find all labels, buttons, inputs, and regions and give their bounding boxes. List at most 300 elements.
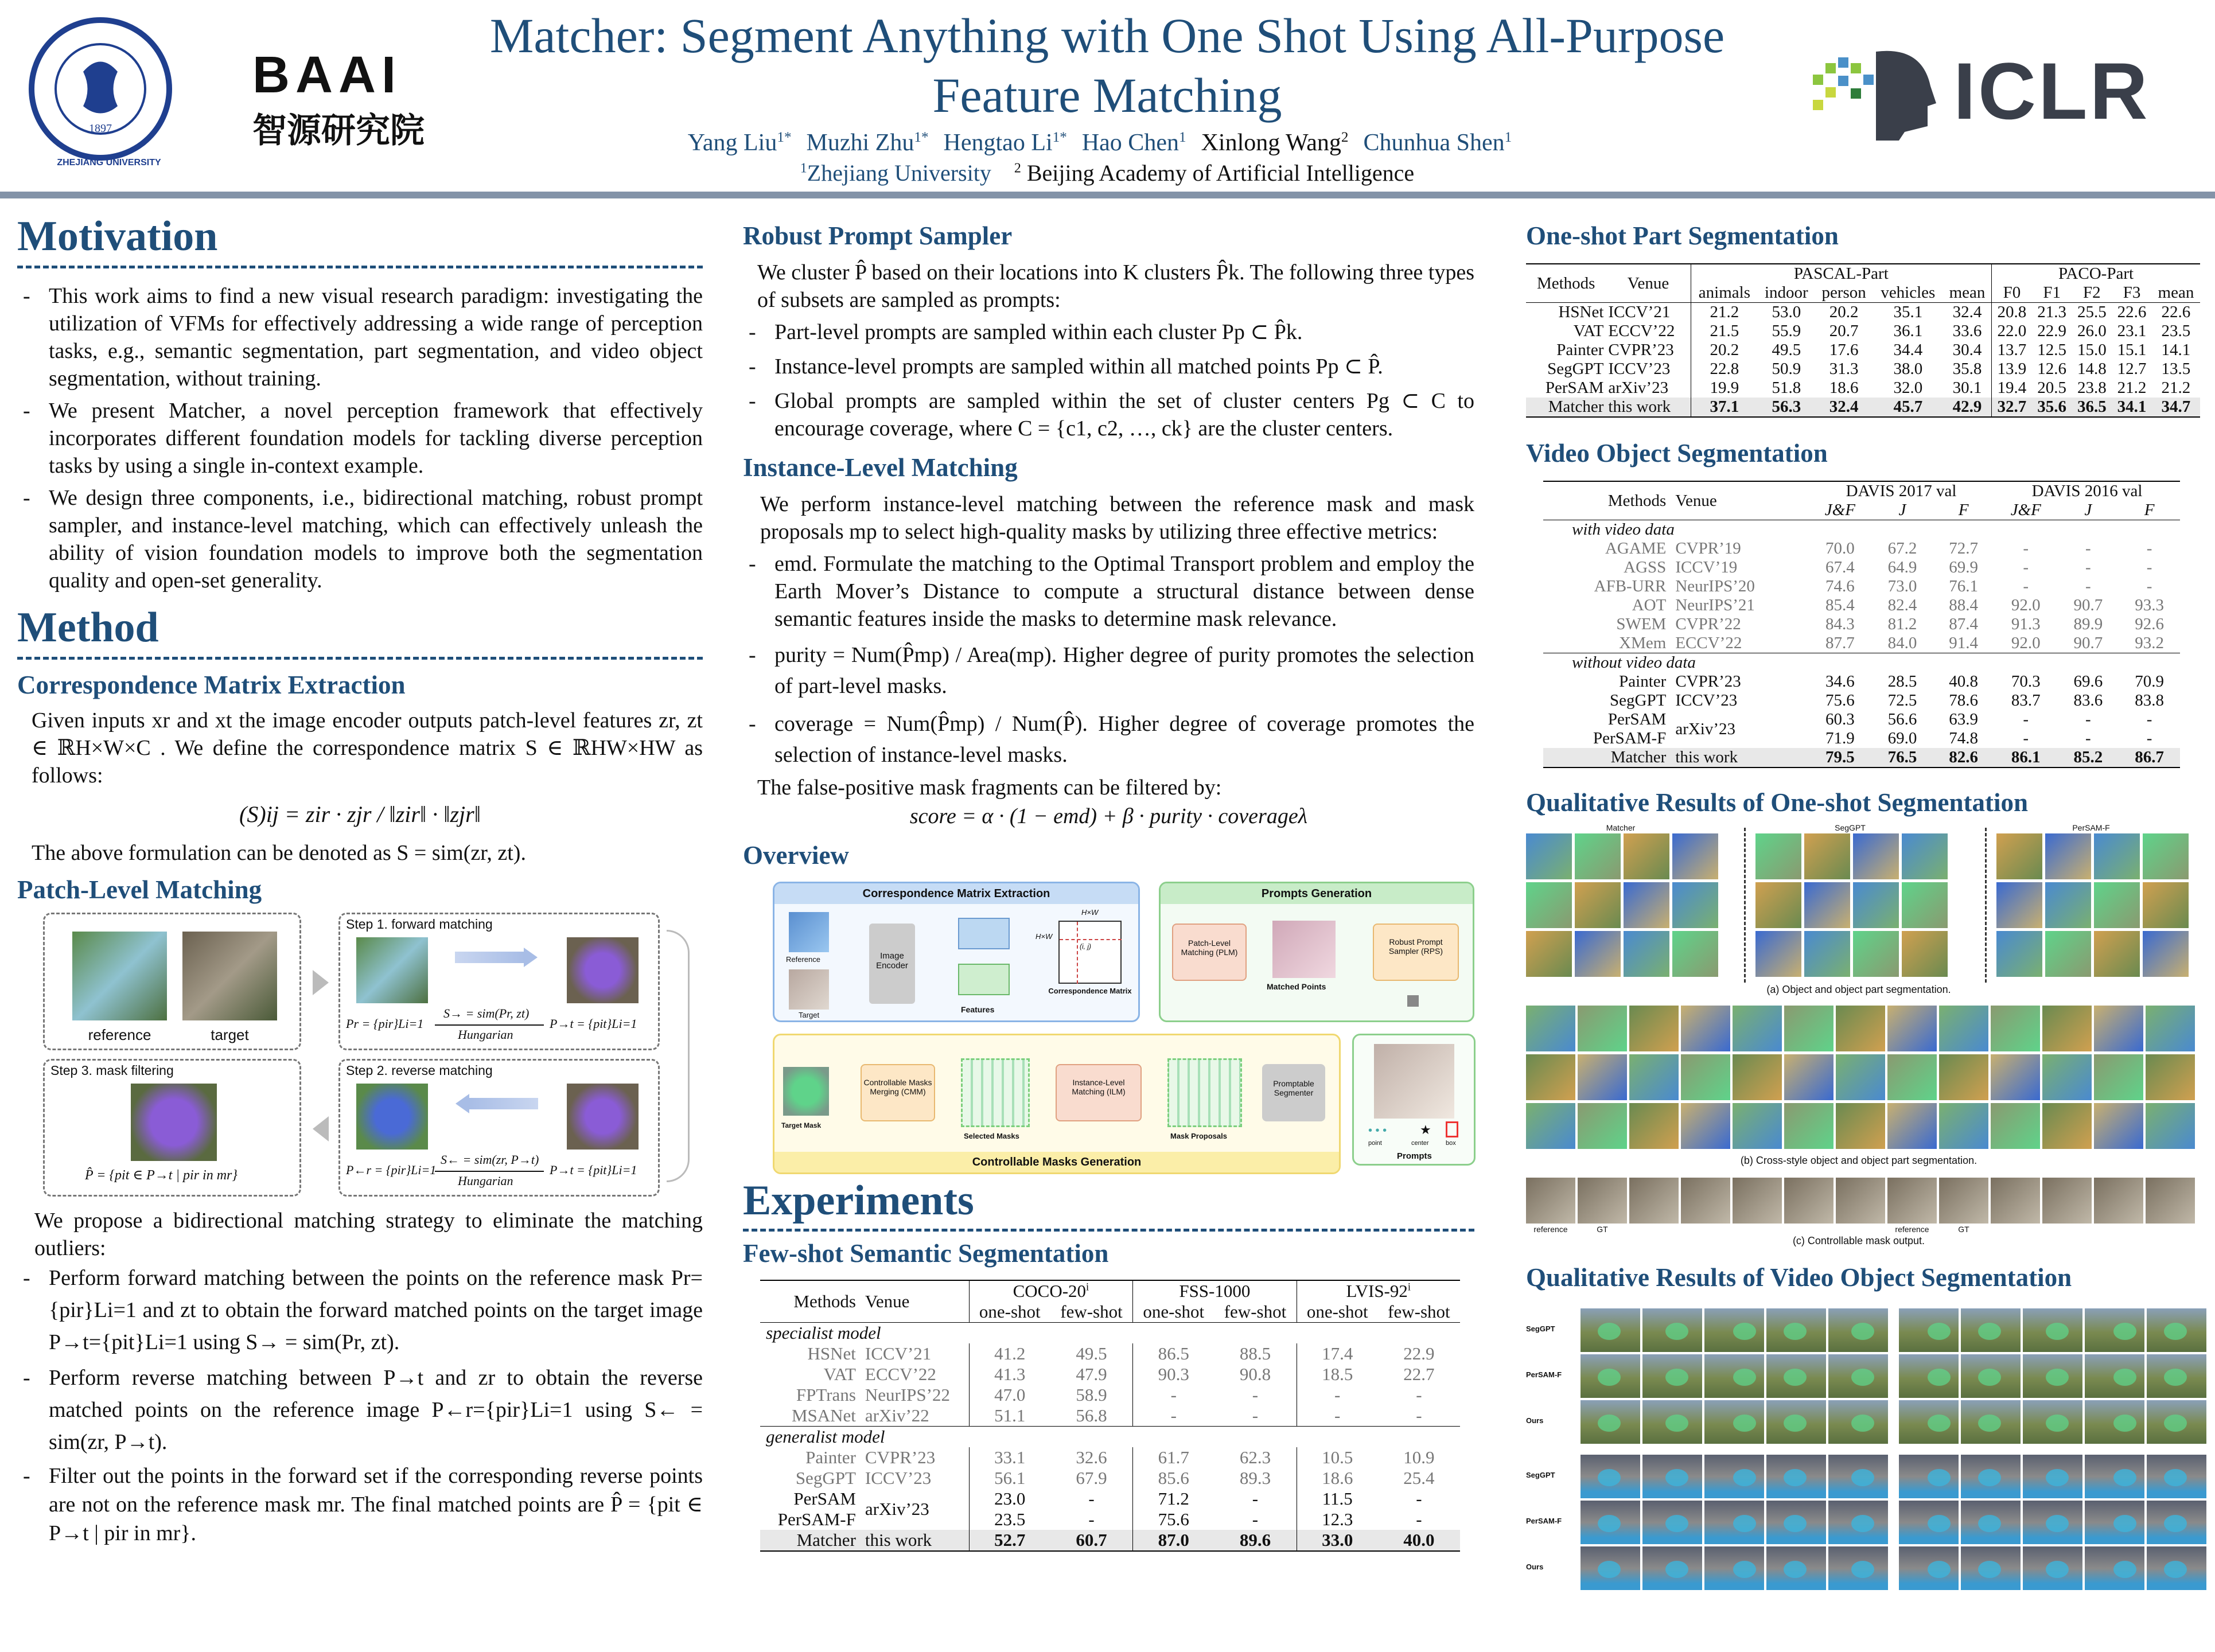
caption-a: (a) Object and object part segmentation. [1766,984,1951,995]
row-label: Ours [1526,1416,1544,1425]
table-row [1543,596,2180,615]
point-label: point [1368,1140,1382,1147]
mask-overlay [1784,1469,1807,1486]
table-cell: 76.5 [1887,748,1917,766]
table-cell: - [1416,1489,1422,1509]
prompts-image [1374,1044,1454,1119]
table-cell: 22.6 [2161,303,2191,321]
table-cell: 21.2 [2161,379,2191,397]
matrix-line-icon [1077,922,1078,984]
table-cell: Painter [1619,672,1667,691]
table-cell: 18.6 [1829,379,1859,397]
table-cell: Matcher [796,1530,856,1550]
table-cell: arXiv’23 [1675,719,1736,738]
step1-ref-image [356,937,428,1003]
result-image [1575,882,1621,928]
table-cell: - [2085,539,2091,558]
table-cell: - [1252,1385,1259,1405]
step1-target-image [567,937,639,1003]
table-cell: without video data [1572,653,1696,672]
box-icon [1446,1121,1458,1137]
table-cell: 22.6 [2117,303,2147,321]
mask-overlay [1978,1415,2001,1432]
ilm-block: Instance-Level Matching (ILM) [1056,1064,1142,1121]
gt-label: GT [1958,1225,1969,1234]
mask-overlay [2164,1561,2187,1578]
result-image [1996,931,2042,977]
column-header: mean [2158,283,2194,302]
table-cell: 88.4 [1949,596,1979,614]
header-lvis: LVIS-92$^i$ [1297,1280,1460,1302]
table-cell: 90.3 [1133,1364,1214,1385]
table-cell: NeurIPS’21 [1675,596,1755,614]
step2-ref-image [356,1084,428,1150]
table-cell: 49.5 [1076,1343,1107,1363]
table-cell: 91.3 [2011,615,2041,633]
overview-target-image [789,969,829,1010]
table-row [1526,398,2200,417]
table-cell: 34.4 [1893,341,1923,359]
cme-panel [773,882,1140,1022]
table-cell: 21.2 [2117,379,2147,397]
target-label: target [211,1026,249,1043]
plm-item: - Perform reverse matching between P→t and zr to obtain the reverse matched points on the reference image P←r={pir}Li=1 using S← = sim(zr, P→t). [17,1362,703,1458]
table-cell: ICCV’21 [865,1343,932,1363]
table-cell: 41.3 [969,1364,1050,1385]
table-cell: 47.0 [969,1385,1050,1405]
table-cell: 71.9 [1825,729,1855,747]
table-cell: 60.3 [1825,710,1855,728]
table-row [1526,379,2200,398]
header-few-shot: few-shot [1060,1302,1123,1322]
result-image [1629,1103,1679,1149]
result-image [1996,882,2042,928]
table-cell: - [1133,1405,1214,1427]
feature-block-icon [958,964,1010,995]
mask-overlay [1851,1415,1874,1432]
score-formula: score = α · (1 − emd) + β · purity · coverageλ [909,804,1308,828]
table-cell: 72.5 [1887,691,1917,710]
mask-overlay [2113,1515,2136,1532]
table-cell: - [2085,577,2091,595]
result-image [2042,1006,2092,1051]
column-header: F [2144,501,2155,519]
table-cell: 92.6 [2135,615,2164,633]
result-image [1784,1178,1833,1224]
table-cell: PerSAM [1545,379,1604,397]
matched-points-image [1272,921,1336,978]
table-cell: 72.7 [1949,539,1979,558]
selected-masks-stack [961,1058,1030,1127]
header-one-shot: one-shot [1133,1302,1214,1323]
result-image [2045,833,2091,879]
column-header: F3 [2123,283,2141,302]
mask-overlay [2046,1469,2069,1486]
result-image [1939,1103,1988,1149]
motivation-title: Motivation [17,213,218,260]
prompts-panel [1352,1034,1476,1166]
hungarian-arrow-icon [435,1024,544,1026]
table-cell: 12.6 [2037,360,2067,378]
table-cell: AGAME [1605,539,1667,558]
result-image [2146,1006,2195,1051]
header-venue: Venue [1627,274,1669,293]
table-cell: with video data [1572,520,1675,539]
result-image [1629,1054,1679,1100]
step2-target-image [567,1084,639,1150]
rps-block: Robust Prompt Sampler (RPS) [1373,924,1459,981]
row-label: PerSAM-F [1526,1517,1562,1525]
table-cell: VAT [823,1364,856,1384]
table-cell: 89.6 [1239,1530,1271,1550]
row-label: PerSAM-F [1526,1370,1562,1379]
table-cell: - [2146,539,2152,558]
feature-block-icon [958,918,1010,949]
table-cell: ECCV’22 [865,1364,936,1384]
result-image [1733,1006,1782,1051]
mask-overlay [1665,1515,1688,1532]
mask-overlay [2046,1369,2069,1386]
table-cell: PerSAM [1607,710,1667,728]
mask-overlay [1598,1469,1621,1486]
table-cell: PerSAM-F [1593,729,1667,747]
mask-overlay [1851,1561,1874,1578]
column-header: animals [1691,283,1758,303]
table-cell: SWEM [1616,615,1667,633]
result-image [1939,1006,1988,1051]
table-cell: 89.3 [1239,1468,1271,1488]
step3-image [131,1084,217,1161]
result-image [1902,931,1948,977]
header-few-shot: few-shot [1224,1302,1287,1322]
table-row [1543,691,2180,710]
table-row [1543,653,2180,673]
table-cell: - [2023,729,2029,747]
arrow-right-icon [313,970,329,995]
table-cell: - [2085,710,2091,728]
result-image [2143,882,2189,928]
table-cell: FPTrans [796,1385,856,1405]
motivation-item: - We present Matcher, a novel perception framework that effectively incorporates different foundation models for tackling diverse perception tasks by using a single in-context example. [17,397,703,480]
result-image [1887,1178,1937,1224]
ilm-item: - purity = Num(P̂mp) / Area(mp). Higher degree of purity promotes the selection of part-level masks. [743,640,1474,702]
table-cell: XMem [1619,634,1667,652]
table-row [1526,360,2200,379]
table-cell: Painter [1556,341,1604,359]
table-cell: 93.3 [2135,596,2164,614]
table-cell: 19.4 [1992,379,2032,398]
mask-overlay [1598,1323,1621,1340]
table-cell: 34.1 [2117,398,2147,416]
table-row [1543,634,2180,653]
step2-right: P→t = {pit}Li=1 [550,1163,637,1177]
table-cell: 87.7 [1825,634,1855,652]
poster-title: Matcher: Segment Anything with One Shot Using All-Purpose Feature Matching [489,8,1725,123]
result-image [1804,882,1850,928]
arrow-left-icon [469,1098,538,1109]
table-cell: 67.2 [1887,539,1917,558]
table-cell: 13.9 [1992,360,2032,379]
table-cell: 35.1 [1893,303,1923,321]
table-cell: 55.9 [1772,322,1801,340]
table-cell: 76.1 [1949,577,1979,595]
reference-label: reference [88,1026,151,1043]
mask-overlay [1928,1561,1951,1578]
table-row [1543,615,2180,634]
table-row [1543,520,2180,540]
rps-title: Robust Prompt Sampler [743,221,1013,250]
affiliations: $^1$Zhejiang University $^2$ Beijing Academy of Artificial Intelligence [800,160,1415,186]
part-seg-title: One-shot Part Segmentation [1526,221,1839,250]
table-cell: 70.3 [2011,672,2041,691]
result-image [2094,1178,2143,1224]
table-cell: - [1252,1405,1259,1425]
table-cell: 82.6 [1949,748,1979,766]
table-cell: 74.6 [1825,577,1855,595]
result-image [1991,1054,2040,1100]
table-cell: 35.6 [2037,398,2067,416]
table-cell: this work [1608,398,1671,416]
column-left [17,212,703,1548]
qual-vos-title: Qualitative Results of Video Object Segmentation [1526,1263,2072,1292]
mask-overlay [1928,1469,1951,1486]
cme-after: The above formulation can be denoted as S = sim(zr, zt). [32,841,526,865]
table-cell: 21.2 [1691,303,1758,322]
table-cell: 87.0 [1133,1530,1214,1551]
target-mask-label: Target Mask [781,1121,822,1129]
poster-header [0,0,2215,189]
header-davis16: DAVIS 2016 val [2031,482,2143,500]
table-cell: - [1297,1385,1378,1405]
table-cell: ICCV’23 [1675,691,1738,710]
result-image [2042,1103,2092,1149]
hungarian-label: Hungarian [458,1174,513,1188]
table-cell: 41.2 [969,1343,1050,1364]
result-image [2094,833,2140,879]
table-row [1543,748,2180,767]
table-cell: NeurIPS’22 [865,1385,950,1405]
table-cell: - [2085,729,2091,747]
table-cell: 25.4 [1403,1468,1435,1488]
matched-points-label: Matched Points [1267,982,1326,991]
table-cell: 50.9 [1772,360,1801,378]
table-cell: - [1252,1489,1259,1509]
table-cell: CVPR’23 [865,1447,936,1467]
header-divider [0,192,2215,198]
result-image [1681,1103,1730,1149]
iclr-head-icon [1807,40,1939,143]
table-cell: 12.7 [2117,360,2147,378]
table-row [1526,303,2200,322]
center-label: center [1411,1140,1429,1147]
table-cell: 20.2 [1691,341,1758,360]
table-cell: CVPR’19 [1675,539,1741,558]
table-cell: PerSAM [793,1489,856,1509]
table-cell: 40.8 [1949,672,1979,691]
result-image [1526,1103,1575,1149]
table-cell: 19.9 [1691,379,1758,398]
box-label: box [1446,1140,1456,1147]
table-cell: NeurIPS’20 [1675,577,1755,595]
table-cell: arXiv’22 [865,1405,929,1425]
table-cell: 56.1 [969,1468,1050,1489]
result-image [1624,833,1669,879]
table-cell: 13.5 [2161,360,2191,378]
table-cell: 67.4 [1825,558,1855,576]
result-image [1672,882,1718,928]
target-image [182,932,277,1020]
result-image [1526,1054,1575,1100]
mask-overlay [1598,1561,1621,1578]
table-row [760,1447,1460,1468]
row-label: SegGPT [1526,1471,1555,1479]
table-cell: ECCV’22 [1608,322,1675,340]
table-cell: PerSAM-F [777,1509,856,1529]
table-cell: - [2085,558,2091,576]
table-cell: 70.0 [1825,539,1855,558]
table-cell: 21.5 [1691,322,1758,341]
rps-item: - Part-level prompts are sampled within each cluster Pp ⊂ P̂k. [743,318,1474,346]
result-image [1526,1006,1575,1051]
ilm-intro: We perform instance-level matching between the reference mask and mask proposals mp to select high-quality masks by utilizing three effective metrics: [760,492,1474,544]
table-cell: generalist model [766,1427,885,1447]
table-cell: 33.1 [969,1447,1050,1468]
hungarian-label: Hungarian [458,1027,513,1042]
table-cell: 52.7 [969,1530,1050,1551]
reference-label: reference [1533,1225,1568,1234]
table-cell: SegGPT [1610,691,1667,710]
result-image [1629,1006,1679,1051]
result-image [1681,1054,1730,1100]
result-image [2045,931,2091,977]
ilm-item: - coverage = Num(P̂mp) / Num(P̂). Higher degree of coverage promotes the selection of instance-level masks. [743,708,1474,770]
result-image [1681,1006,1730,1051]
mask-overlay [2046,1561,2069,1578]
table-row [760,1489,1460,1509]
table-cell: 22.9 [1403,1343,1435,1363]
target-mask-image [783,1067,829,1116]
ij-label: (i, j) [1080,942,1091,950]
table-cell: 22.0 [1992,322,2032,341]
table-cell: - [2023,539,2029,558]
table-cell: - [1088,1489,1095,1509]
mask-overlay [1598,1369,1621,1386]
header-one-shot: one-shot [969,1302,1050,1323]
table-cell: HSNet [1558,303,1604,321]
table-cell: ICCV’19 [1675,558,1738,576]
mask-overlay [1665,1323,1688,1340]
motivation-list [17,282,703,594]
result-image [1996,833,2042,879]
mask-overlay [1784,1323,1807,1340]
plm-figure [17,913,703,1197]
mask-proposals-label: Mask Proposals [1170,1132,1227,1140]
table-cell: - [1416,1405,1422,1425]
header-methods: Methods [1536,274,1595,293]
column-header: vehicles [1881,283,1936,302]
table-cell: - [2023,558,2029,576]
table-cell: AFB-URR [1594,577,1667,595]
table-cell: 92.0 [2011,634,2041,652]
rps-list [743,318,1474,442]
input-box [43,913,301,1050]
mask-overlay [2046,1415,2069,1432]
arrow-left-icon [313,1116,329,1141]
table-cell: 49.5 [1772,341,1801,359]
result-image [1939,1054,1988,1100]
table-cell: Matcher [1548,398,1604,416]
table-cell: 86.1 [2011,748,2041,766]
column-header: mean [1949,283,1986,302]
table-row [760,1364,1460,1385]
mask-overlay [1733,1469,1756,1486]
overview-target-label: Target [799,1011,820,1019]
mask-overlay [1598,1515,1621,1532]
table-cell: AOT [1632,596,1667,614]
caption-b: (b) Cross-style object and object part segmentation. [1740,1155,1977,1166]
table-cell: 18.5 [1297,1364,1378,1385]
result-image [1887,1054,1937,1100]
result-image [2146,1054,2195,1100]
table-cell: - [1416,1509,1422,1529]
table-cell: 64.9 [1887,558,1917,576]
table-cell: 93.2 [2135,634,2164,652]
center-star-icon: ★ [1420,1123,1431,1137]
table-cell: 23.5 [969,1509,1050,1530]
step2-label: Step 2. reverse matching [346,1063,493,1078]
arrow-down-icon [1407,995,1419,1007]
table-cell: 23.8 [2077,379,2107,397]
table-cell: 20.5 [2037,379,2067,397]
corr-matrix-block [1058,921,1122,984]
table-row [760,1468,1460,1489]
table-cell: 67.9 [1076,1468,1107,1488]
method-title: Method [17,604,159,651]
mask-overlay [1733,1515,1756,1532]
table-cell: 85.4 [1825,596,1855,614]
table-cell: - [2146,558,2152,576]
header-one-shot: one-shot [1297,1302,1378,1323]
table-cell: 90.7 [2073,634,2103,652]
table-cell: 31.3 [1829,360,1859,378]
column-header: F0 [1992,283,2032,303]
table-cell: - [2146,577,2152,595]
table-cell: 10.5 [1297,1447,1378,1468]
mask-overlay [1928,1323,1951,1340]
table-cell: arXiv’23 [865,1499,929,1519]
result-image [1624,882,1669,928]
table-cell: AGSS [1624,558,1667,576]
table-cell: 20.8 [1992,303,2032,322]
mask-overlay [1665,1369,1688,1386]
overview-title: Overview [743,841,849,870]
result-image [1755,882,1801,928]
result-image [2146,1103,2195,1149]
table-row [760,1385,1460,1405]
table-row [760,1343,1460,1364]
table-cell: - [1088,1509,1095,1529]
table-cell: 69.6 [2073,672,2103,691]
table-cell: 51.1 [969,1405,1050,1427]
header-few-shot: few-shot [1388,1302,1450,1322]
promptable-segmenter-block: Promptable Segmenter [1262,1064,1325,1121]
method-label: SegGPT [1835,823,1866,832]
table-cell: 32.0 [1893,379,1923,397]
qual-oneshot-title: Qualitative Results of One-shot Segmentation [1526,788,2028,817]
cmg-panel [773,1034,1341,1174]
table-cell: ICCV’23 [865,1468,932,1488]
table-cell: 23.0 [969,1489,1050,1509]
